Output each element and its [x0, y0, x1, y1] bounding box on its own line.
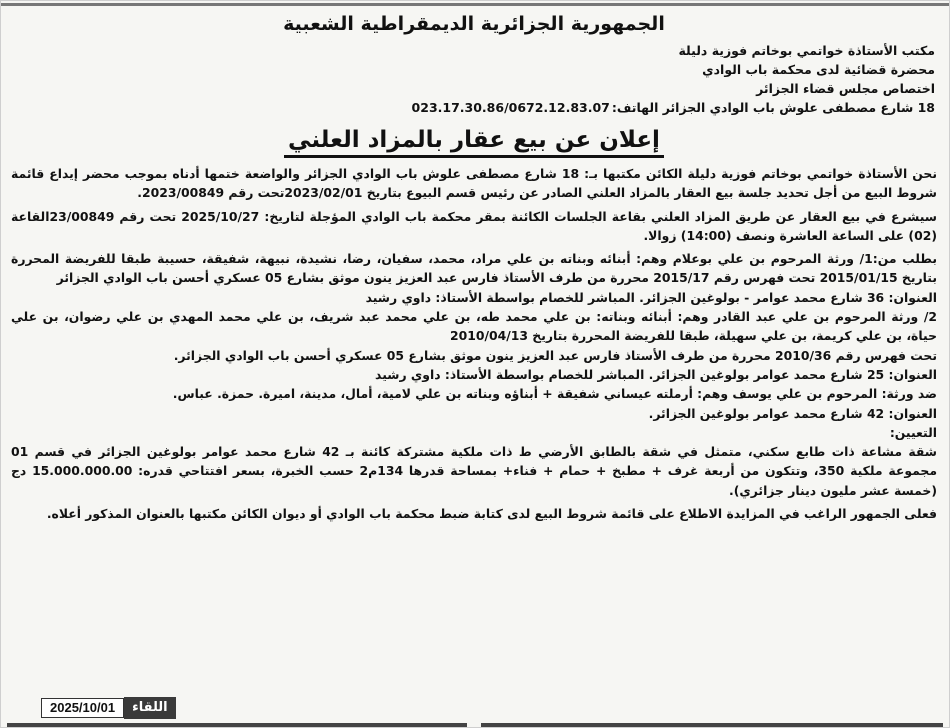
paragraph-applicant-2: 2/ ورثة المرحوم بن علي عبد القادر وهم: أبنائه وبناته: بن علي محمد طه، بن علي محمد عبد شريف، بن علي محمد المهدي بن علي رضوان، بن علي حياة، بن علي كريمة، بن علي سهيلة، طبقا للفريضة المحررة بتاريخ 2010/04/13 [11, 309, 937, 344]
paragraph-address-1: العنوان: 36 شارع محمد عوامر - بولوغين الجزائر. المباشر للخصام بواسطة الأستاذ: داوي رشيد [365, 289, 937, 305]
paragraph-address-2: العنوان: 25 شارع محمد عوامر بولوغين الجزائر. المباشر للخصام بواسطة الأستاذ: داوي رشيد [375, 366, 937, 382]
title-wrap [11, 125, 937, 158]
paragraph-address-3: العنوان: 42 شارع محمد عوامر بولوغين الجزائر. [648, 405, 937, 421]
office-block [11, 41, 937, 117]
bottom-rule-left [7, 723, 467, 727]
office-court: محضرة قضائية لدى محكمة باب الوادي [702, 62, 935, 77]
announcement-body [11, 164, 937, 523]
newspaper-name: اللقاء [124, 697, 176, 719]
paragraph-property: شقة مشاعة ذات طابع سكني، متمثل في شقة بالطابق الأرضي ط ذات ملكية مشتركة كائنة بـ 42 شارع محمد عوامر بولوغين الجزائر في قسم 01 مجموعة ملكية 350، وتتكون من أربعة غرف + مطبخ + حمام + فناء+ بمساحة قدرها 134م2 حسب الخبرة، بسعر افتتاحي قدره: 15.000.000.00 دج (خمسة عشر مليون دينار جزائري). [11, 444, 937, 498]
office-address-line [11, 98, 937, 117]
paragraph-applicant-1: بطلب من:1/ ورثة المرحوم بن علي بوعلام وهم: أبنائه وبناته بن علي مراد، محمد، سفيان، رضا، نشيدة، نبيهة، شفيقة، حسيبة طبقا للفريضة المحررة بتاريخ 2015/01/15 تحت فهرس رقم 2015/17 محررة من طرف الأستاذ فارس عبد العزيز ينون موثق بشارع 05 عسكري أحسن باب الوادي الجزائر [11, 251, 937, 286]
announcement [11, 11, 937, 523]
office-address: 18 شارع مصطفى علوش باب الوادي الجزائر الهاتف: [611, 100, 935, 115]
bottom-rule-right [481, 723, 943, 727]
paragraph-intro: نحن الأستاذة خواتمي بوخاتم فوزية دليلة الكائن مكتبها بـ: 18 شارع مصطفى علوش باب الوادي الجزائر والواضعة ختمها أدناه بموجب محضر إيداع قائمة شروط البيع من أجل تحديد جلسة بيع العقار بالمزاد العلني الصادر عن رئيس قسم البيوع بتاريخ 2023/02/01تحت رقم 2023/00849. [11, 166, 937, 201]
bottom-rules [1, 722, 949, 727]
announcement-title: إعلان عن بيع عقار بالمزاد العلني [284, 125, 664, 158]
office-name: مكتب الأستاذة خواتمي بوخاتم فوزية دليلة [678, 43, 935, 58]
office-jurisdiction: اختصاص مجلس قضاء الجزائر [756, 81, 935, 96]
footer-strip [41, 697, 176, 719]
paragraph-public-notice: فعلى الجمهور الراغب في المزايدة الاطلاع على قائمة شروط البيع لدى كتابة ضبط محكمة باب الوادي أو ديوان الكائن مكتبها بالعنوان المذكور أعلاه. [46, 506, 937, 522]
paragraph-index-2: تحت فهرس رقم 2010/36 محررة من طرف الأستاذ فارس عبد العزيز ينون موثق بشارع 05 عسكري أحسن باب الوادي الجزائر. [173, 347, 937, 363]
publication-date: 2025/10/01 [41, 698, 124, 718]
paragraph-defendants: ضد ورثة: المرحوم بن علي يوسف وهم: أرملته عيساني شفيقة + أبناؤه وبناته بن علي لامية، أمال، مدينة، اميرة. حمزة. عباس. [172, 386, 937, 402]
top-rule [1, 3, 949, 6]
office-phone: 023.17.30.86/0672.12.83.07 [411, 100, 610, 115]
paragraph-designation-label: التعيين: [889, 424, 937, 440]
republic-heading: الجمهورية الجزائرية الديمقراطية الشعبية [283, 13, 665, 35]
paragraph-session: سيشرع في بيع العقار عن طريق المزاد العلني بقاعة الجلسات الكائنة بمقر محكمة باب الوادي المؤجلة لتاريخ: 2025/10/27 تحت رقم 23/00849القاعة (02) على الساعة العاشرة ونصف (14:00) زوالا. [11, 208, 937, 243]
